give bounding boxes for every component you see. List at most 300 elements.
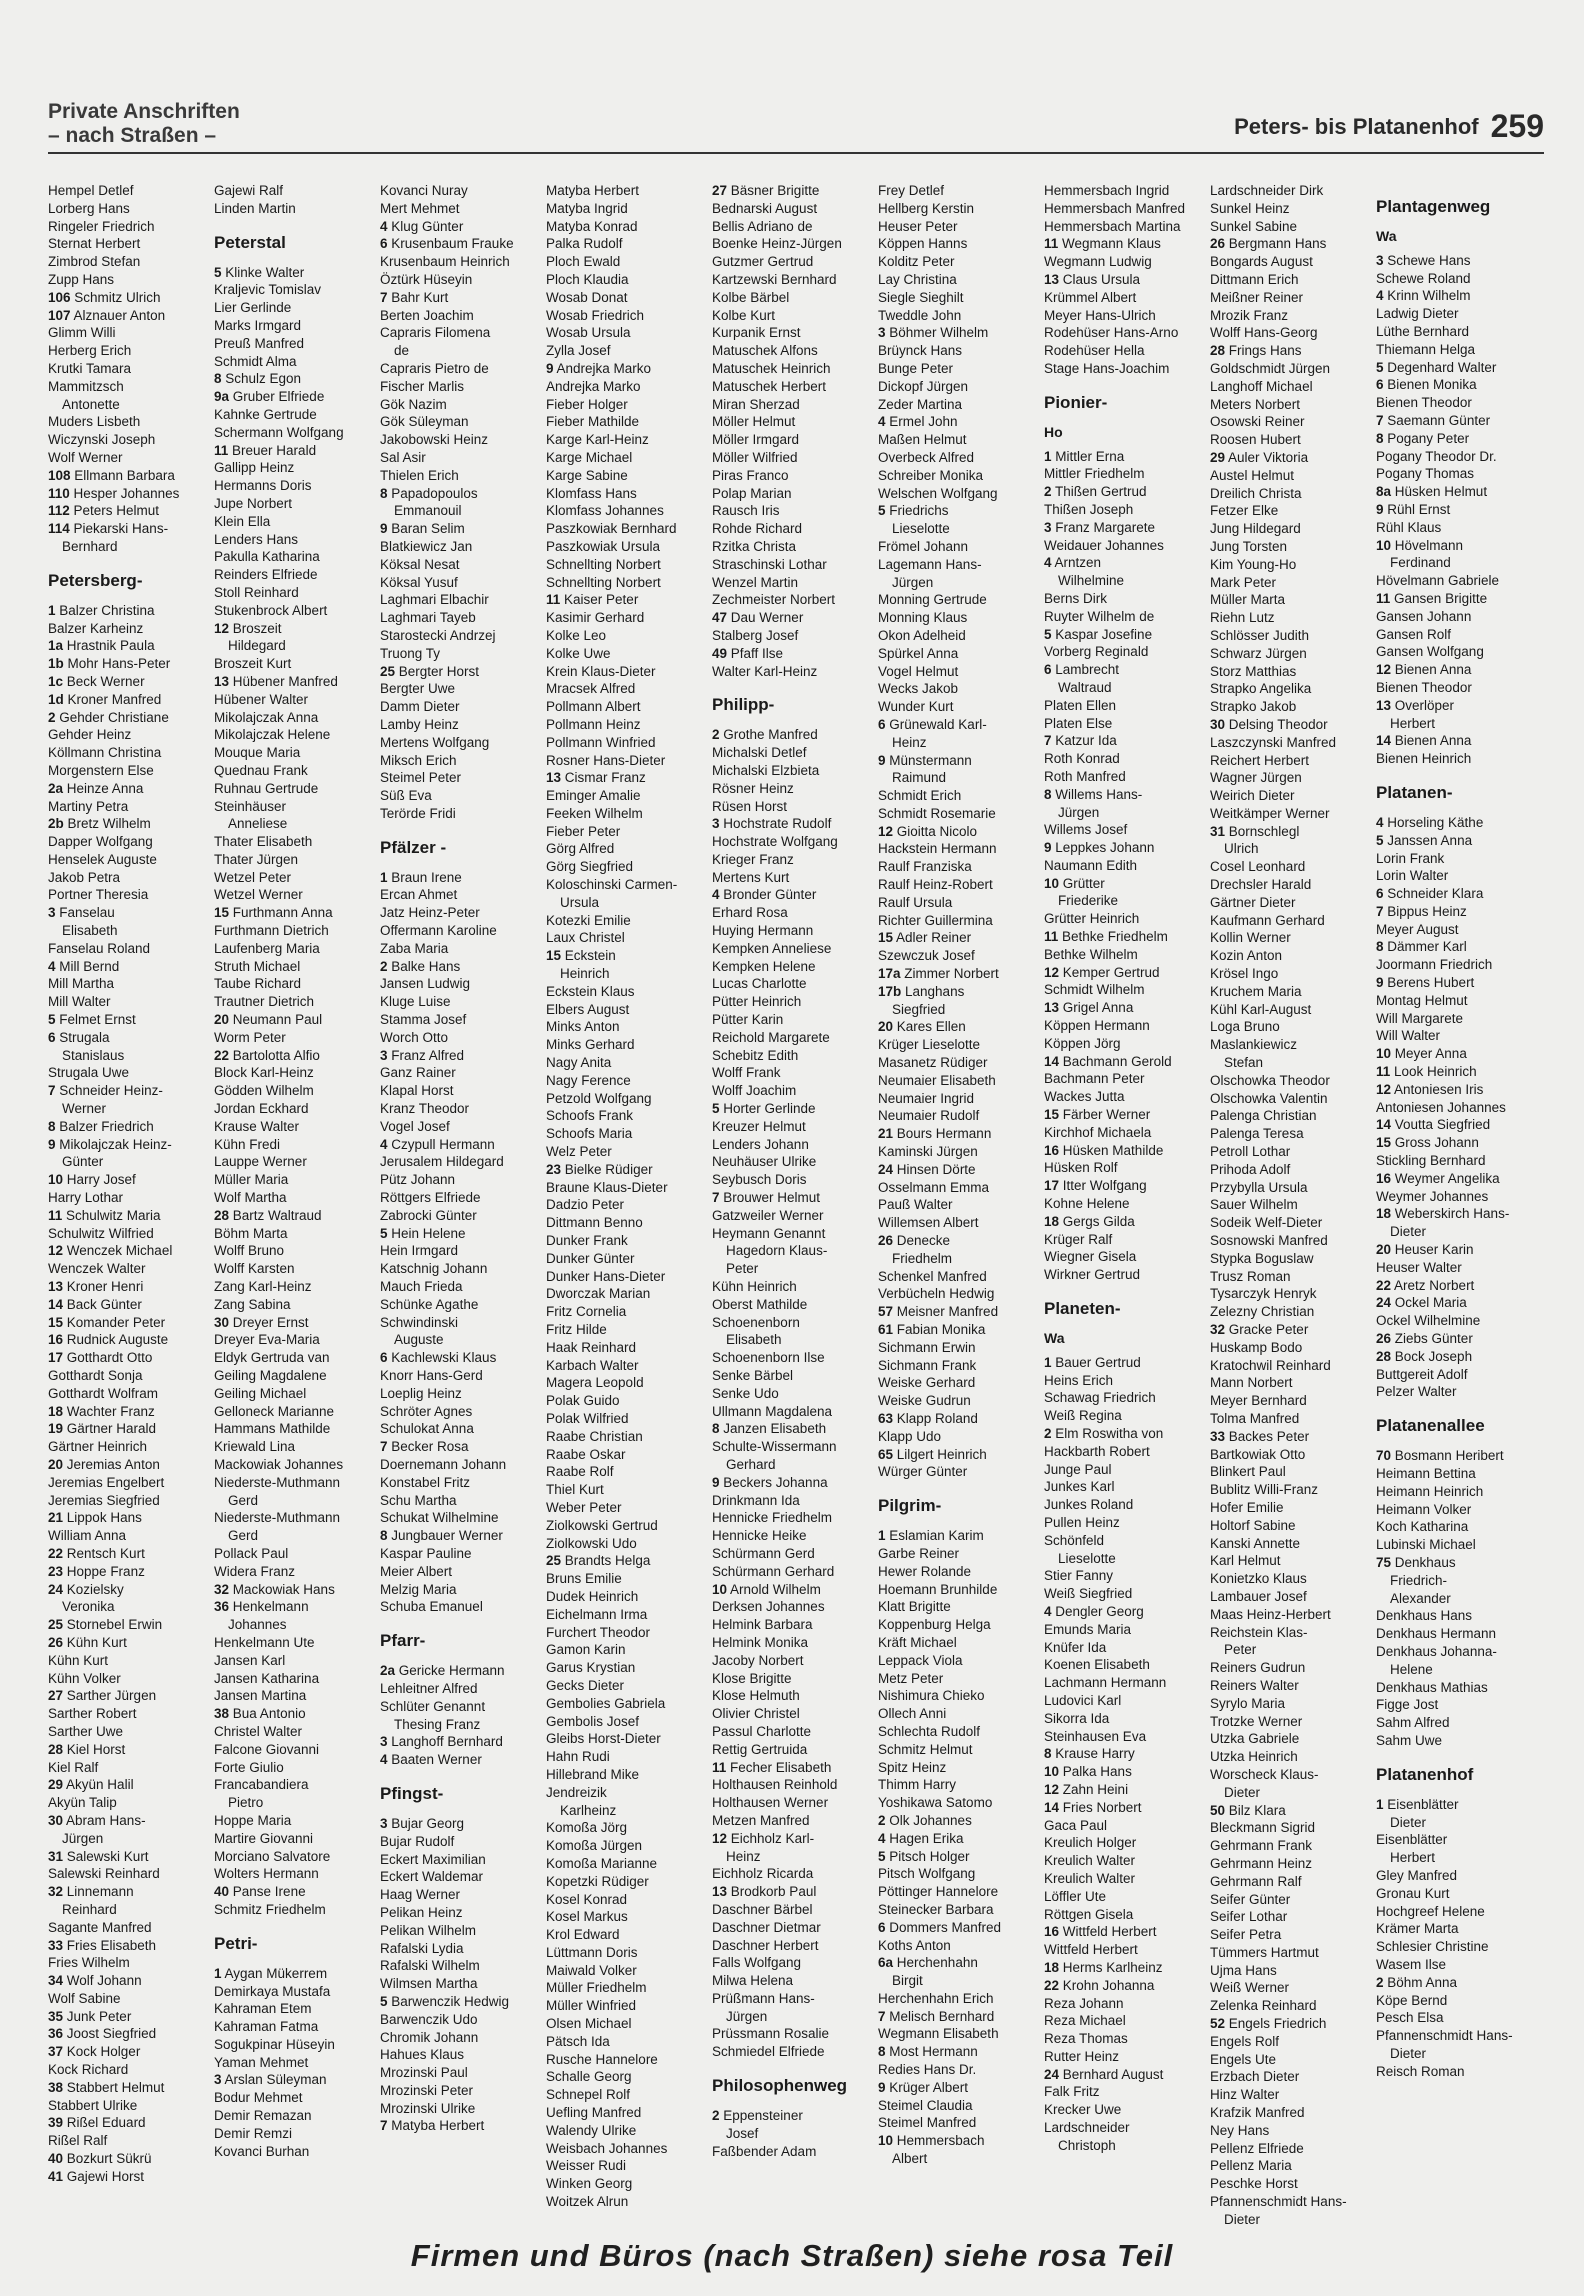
house-number: 4 [48,958,56,974]
entry-line: Gansen Johann [1376,608,1472,624]
entry-line: Weiske Gudrun [878,1393,971,1409]
entry-line: Kanski Annette [1210,1535,1301,1551]
entry-line: Pollack Paul [214,1545,289,1561]
entry-line: 5 Hein Helene [380,1225,466,1241]
entry-line: Miran Sherzad [712,396,800,412]
entry-line: Steimel Manfred [878,2115,977,2131]
entry-line: Thater Jürgen [214,851,299,867]
entry-line: 5 Klinke Walter [214,264,305,280]
entry-line: Demir Remazan [214,2108,312,2124]
entry-line: Stamma Josef [380,1012,467,1028]
entry-line: Krümmel Albert [1044,289,1137,305]
entry-line: 9 Beckers Johanna [712,1474,828,1490]
entry-line: Bartkowiak Otto [1210,1446,1306,1462]
entry-line: Prüssmann Rosalie [712,2026,830,2042]
entry-line: Mrozinski Peter [380,2082,474,2098]
house-number: 27 [48,1688,64,1704]
entry-line: 3 Schewe Hans [1376,252,1471,268]
entry-line: Helmink Barbara [712,1617,813,1633]
entry-line: Hackbarth Robert [1044,1443,1150,1459]
entry-line: Tysarczyk Henryk [1210,1286,1317,1302]
entry-line: 39 Rißel Eduard [48,2115,146,2131]
house-number: 36 [48,2026,64,2042]
house-number: 33 [48,1937,64,1953]
entry-line: Müller Friedhelm [546,1980,647,1996]
entry-line: Klomfass Johannes [546,503,664,519]
entry-continuation: Herbert [1390,1850,1436,1866]
house-number: 3 [48,905,56,921]
entry-line: Tweddle John [878,307,962,323]
entry-continuation: Antonette [62,396,120,412]
entry-line: Rühl Klaus [1376,519,1442,535]
house-number: 47 [712,610,728,626]
house-number: 14 [1044,1799,1060,1815]
house-number: 35 [48,2008,64,2024]
house-number: 17a [878,966,901,982]
entry-continuation: Heinz [726,1848,761,1864]
entry-continuation: Emmanouil [394,503,462,519]
entry-line: 9 Münstermann [878,752,972,768]
entry-line: Rausch Iris [712,503,780,519]
entry-line: 24 Bernhard August [1044,2066,1164,2082]
entry-line: 12 Broszeit [214,620,282,636]
entry-line: Kosel Markus [546,1909,628,1925]
entry-line: Schnellting Norbert [546,556,661,572]
entry-line: Schalle Georg [546,2069,632,2085]
house-number: 8 [878,2044,886,2060]
entry-continuation: Karlheinz [560,1802,617,1818]
house-number: 11 [1376,590,1391,606]
entry-line: Kreulich Walter [1044,1853,1136,1869]
house-number: 28 [214,1207,230,1223]
house-number: 5 [380,1993,388,2009]
house-number: 70 [1376,1448,1392,1464]
house-number: 4 [1044,1603,1052,1619]
entry-line: Koppenburg Helga [878,1617,991,1633]
entry-line: Kempken Anneliese [712,940,832,956]
entry-continuation: Jürgen [726,2008,768,2024]
entry-line: Helmink Monika [712,1634,809,1650]
house-number: 3 [712,816,720,832]
entry-line: Gärtner Dieter [1210,894,1296,910]
entry-line: Hoppe Maria [214,1812,292,1828]
footer-note: Firmen und Büros (nach Straßen) siehe rosa Teil [410,2238,1174,2273]
entry-line: 28 Bock Joseph [1376,1348,1473,1364]
entry-line: Will Walter [1376,1028,1440,1044]
entry-line: Klatt Brigitte [878,1599,951,1615]
entry-line: Boenke Heinz-Jürgen [712,236,842,252]
entry-line: Heimann Bettina [1376,1466,1476,1481]
entry-line: Michalski Elzbieta [712,762,820,778]
entry-line: 13 Claus Ursula [1044,271,1141,287]
entry-line: Pellenz Elfriede [1210,2140,1304,2156]
entry-line: Hüsken Rolf [1044,1160,1118,1176]
house-number: 25 [380,663,396,679]
entry-line: 1 Eisenblätter [1376,1796,1459,1812]
entry-line: Steinhausen Eva [1044,1728,1147,1744]
entry-line: 7 Bippus Heinz [1376,903,1467,919]
entry-line: Schreiber Monika [878,467,984,483]
entry-line: 12 Gioitta Nicolo [878,823,978,839]
entry-line: Matyba Ingrid [546,200,628,216]
entry-line: Sternat Herbert [48,236,141,252]
entry-line: 16 Hüsken Mathilde [1044,1142,1164,1158]
entry-line: Pelikan Wilhelm [380,1922,477,1938]
entry-line: Stoll Reinhard [214,584,299,600]
entry-line: Worm Peter [214,1029,286,1045]
entry-line: Wunder Kurt [878,699,954,715]
house-number: 3 [1376,252,1384,268]
entry-line: Gleibs Horst-Dieter [546,1731,661,1747]
entry-line: Trautner Dietrich [214,994,315,1010]
entry-line: 9 Mikolajczak Heinz- [48,1136,172,1152]
entry-line: Thater Elisabeth [214,834,313,850]
entry-line: Pitsch Wolfgang [878,1866,976,1882]
entry-line: Ujma Hans [1210,1962,1277,1978]
entry-line: Ollech Anni [878,1706,947,1722]
entry-line: Holthausen Werner [712,1795,829,1811]
house-number: 2 [878,1812,886,1828]
entry-line: Nagy Ference [546,1072,631,1088]
entry-line: Frey Detlef [878,183,945,198]
entry-line: 17b Langhans [878,983,965,999]
entry-line: 8 Balzer Friedrich [48,1118,154,1134]
entry-line: Garbe Reiner [878,1545,960,1561]
entry-line: 20 Jeremias Anton [48,1456,160,1472]
entry-line: Mark Peter [1210,574,1277,590]
entry-line: Kim Young-Ho [1210,556,1297,572]
entry-line: 18 Herms Karlheinz [1044,1959,1163,1975]
entry-line: Senke Udo [712,1385,779,1401]
house-number: 1 [48,602,56,618]
entry-line: Steimel Claudia [878,2097,973,2113]
entry-line: Seifer Lothar [1210,1909,1288,1925]
entry-line: Schmidt Wilhelm [1044,982,1145,998]
house-number: 28 [1210,343,1226,359]
directory-column [380,182,540,2135]
entry-line: Stabbert Ulrike [48,2097,138,2113]
entry-line: Sosnowski Manfred [1210,1233,1328,1249]
house-number: 2 [1376,1974,1384,1990]
entry-line: Röttgen Gisela [1044,1906,1134,1922]
house-number: 10 [1376,537,1392,553]
entry-line: 11 Gansen Brigitte [1376,590,1488,606]
house-number: 13 [1044,271,1060,287]
entry-line: Bublitz Willi-Franz [1210,1482,1319,1498]
entry-line: Wolff Hans-Georg [1210,325,1318,341]
entry-line: Magera Leopold [546,1375,644,1391]
entry-line: Schermann Wolfgang [214,424,344,440]
entry-line: 11 Look Heinrich [1376,1064,1477,1080]
entry-line: Klapal Horst [380,1083,454,1099]
entry-line: Eichelmann Irma [546,1606,648,1622]
entry-line: 4 Bronder Günter [712,887,817,903]
house-number: 19 [48,1421,64,1437]
entry-line: Maiwald Volker [546,1962,637,1978]
entry-line: Kahnke Gertrude [214,406,317,422]
entry-line: Neumaier Rudolf [878,1108,980,1124]
entry-continuation: Friedhelm [892,1250,953,1266]
entry-line: Kopetzki Rüdiger [546,1873,649,1889]
house-number: 15 [1044,1107,1060,1123]
entry-line: Weiß Siegfried [1044,1586,1133,1602]
entry-line: Zabrocki Günter [380,1207,477,1223]
entry-line: Gelloneck Marianne [214,1403,335,1419]
entry-line: Cosel Leonhard [1210,859,1306,875]
entry-line: Fieber Holger [546,396,628,412]
entry-line: Kolditz Peter [878,254,955,270]
entry-line: Hein Irmgard [380,1243,459,1259]
entry-line: Stier Fanny [1044,1568,1114,1584]
entry-line: Zimbrod Stefan [48,254,141,270]
entry-line: Wackes Jutta [1044,1089,1125,1105]
house-number: 30 [48,1812,64,1828]
entry-line: 7 Katzur Ida [1044,733,1117,749]
entry-line: Rusche Hannelore [546,2051,658,2067]
entry-line: Bethke Wilhelm [1044,946,1138,962]
entry-line: Damm Dieter [380,699,460,715]
house-number: 18 [1044,1959,1060,1975]
entry-line: Knüfer Ida [1044,1639,1107,1655]
entry-continuation: Elisabeth [726,1332,782,1348]
entry-line: Hemmersbach Martina [1044,218,1181,234]
entry-line: Pütter Karin [712,1012,784,1028]
entry-line: Dunker Frank [546,1233,628,1249]
entry-line: Schlesier Christine [1376,1939,1489,1955]
house-number: 26 [1376,1331,1392,1347]
house-number: 26 [1210,236,1226,252]
entry-line: 18 Wachter Franz [48,1403,155,1419]
house-number: 25 [48,1617,64,1633]
entry-line: 12 Zahn Heini [1044,1781,1129,1797]
entry-line: 41 Gajewi Horst [48,2168,145,2184]
entry-line: Balzer Karheinz [48,620,144,636]
entry-line: Kahraman Etem [214,2001,312,2017]
house-number: 20 [1376,1242,1392,1258]
house-number: 2 [712,2108,720,2124]
entry-line: Olschowka Valentin [1210,1090,1328,1106]
entry-line: 17a Zimmer Norbert [878,966,999,982]
entry-line: Fries Wilhelm [48,1955,130,1971]
entry-line: Brüynck Hans [878,343,963,359]
street-heading: Pfarr- [380,1631,426,1651]
entry-continuation: Hagedorn Klaus- [726,1243,828,1259]
entry-line: 7 Melisch Bernhard [878,2008,995,2024]
entry-line: Schmidt Rosemarie [878,805,996,821]
entry-line: Reichert Herbert [1210,752,1310,768]
entry-line: 15 Gross Johann [1376,1135,1479,1151]
entry-line: 20 Heuser Karin [1376,1242,1474,1258]
entry-line: Reisch Roman [1376,2063,1465,2079]
house-number: 4 [1376,288,1384,304]
entry-line: Jansen Katharina [214,1670,320,1686]
entry-continuation: Auguste [394,1332,444,1348]
house-number: 13 [712,1884,728,1900]
entry-line: Zelezny Christian [1210,1304,1315,1320]
entry-line: Wolters Hermann [214,1866,319,1882]
entry-line: Lay Christina [878,271,957,287]
entry-line: Raabe Rolf [546,1464,614,1480]
entry-line: Olsen Michael [546,2016,632,2032]
street-heading: Plantagenweg [1376,197,1491,216]
house-number: 6 [380,236,388,252]
entry-line: Reichold Margarete [712,1029,830,1045]
entry-line: Steinecker Barbara [878,1901,994,1917]
entry-line: Müller Maria [214,1172,289,1188]
entry-line: 26 Ziebs Günter [1376,1331,1473,1347]
entry-line: Gehrmann Heinz [1210,1855,1313,1871]
entry-line: Wecks Jakob [878,681,959,697]
entry-line: Katschnig Johann [380,1261,488,1277]
directory-column [878,182,1038,2168]
entry-continuation: Jürgen [892,574,934,590]
entry-line: Fritz Cornelia [546,1304,627,1320]
entry-line: Richter Guillermina [878,912,993,928]
house-number: 12 [1376,1081,1392,1097]
entry-line: Daschner Herbert [712,1937,819,1953]
entry-line: Schürmann Gerd [712,1545,815,1561]
entry-line: Krecker Uwe [1044,2102,1122,2118]
entry-line: 4 Czypull Hermann [380,1136,495,1152]
house-number: 3 [380,1815,388,1831]
entry-line: Wosab Ursula [546,325,631,341]
entry-line: Jansen Karl [214,1652,286,1668]
entry-line: Sichmann Frank [878,1357,977,1373]
entry-line: Pütz Johann [380,1172,456,1188]
house-number: 3 [878,325,886,341]
entry-line: Nagy Anita [546,1055,612,1071]
entry-line: Martiny Petra [48,798,129,814]
entry-line: Koenen Elisabeth [1044,1657,1150,1673]
entry-line: Marks Irmgard [214,317,302,333]
entry-line: 50 Bilz Klara [1210,1802,1286,1818]
entry-line: Schulwitz Wilfried [48,1225,154,1241]
entry-line: 10 Palka Hans [1044,1764,1132,1780]
entry-line: Hinz Walter [1210,2087,1280,2103]
entry-line: Möller Wilfried [712,449,798,465]
street-heading: Platanen- [1376,782,1453,802]
entry-line: Rösner Heinz [712,780,794,796]
entry-line: Tolma Manfred [1210,1410,1300,1426]
entry-line: Müller Marta [1210,592,1286,608]
entry-line: Löffler Ute [1044,1888,1107,1904]
entry-line: Eldyk Gertruda van [214,1350,330,1366]
entry-line: Wetzel Werner [214,887,303,903]
house-number: 57 [878,1304,894,1320]
house-number: 11 [214,442,229,458]
entry-line: Huskamp Bodo [1210,1339,1303,1355]
entry-line: 49 Pfaff Ilse [712,645,784,661]
house-number: 24 [48,1581,64,1597]
entry-line: 36 Joost Siegfried [48,2026,157,2042]
house-number: 1d [48,691,64,707]
entry-line: Wenzel Martin [712,574,799,590]
entry-line: Kriewald Lina [214,1439,296,1455]
house-number: 16 [48,1332,64,1348]
entry-line: Walter Karl-Heinz [712,663,818,679]
entry-line: Salewski Reinhard [48,1866,160,1882]
entry-line: Zupp Hans [48,271,115,287]
entry-line: Heymann Genannt [712,1225,826,1241]
entry-line: Lorberg Hans [48,200,130,216]
entry-line: Mrozik Franz [1210,307,1289,323]
entry-continuation: Peter [726,1261,759,1277]
directory-column [1044,182,1204,2155]
entry-line: Holthausen Reinhold [712,1777,838,1793]
entry-line: Lenders Hans [214,531,299,547]
house-number: 41 [48,2168,64,2184]
entry-line: 1 Aygan Mükerrem [214,1965,328,1981]
entry-line: 32 Gracke Peter [1210,1322,1309,1337]
house-number: 2 [1044,484,1052,500]
entry-line: Kohne Helene [1044,1196,1130,1212]
entry-line: Przybylla Ursula [1210,1179,1308,1195]
entry-line: Petzold Wolfgang [546,1090,652,1106]
entry-line: 9 Leppkes Johann [1044,840,1155,856]
entry-line: 6 Lambrecht [1044,662,1120,678]
entry-line: Müller Winfried [546,1998,637,2014]
entry-line: Fieber Peter [546,823,621,839]
entry-line: 47 Dau Werner [712,610,804,626]
entry-line: Köppen Jörg [1044,1035,1121,1051]
entry-line: 29 Akyün Halil [48,1777,134,1793]
entry-line: Weiß Regina [1044,1408,1122,1424]
entry-line: 24 Ockel Maria [1376,1295,1467,1311]
entry-line: 7 Saemann Günter [1376,412,1491,428]
entry-line: 5 Kaspar Josefine [1044,626,1153,642]
entry-line: Wolff Bruno [214,1243,285,1259]
entry-line: Krüger Lieselotte [878,1037,981,1053]
entry-line: Haag Werner [380,1887,461,1903]
entry-line: Komoßa Jürgen [546,1838,643,1854]
house-number: 11 [546,592,561,608]
entry-continuation: Dieter [1390,1224,1427,1240]
header-title-line2: – nach Straßen – [48,124,217,147]
entry-line: Köppen Hanns [878,236,968,252]
entry-line: Fetzer Elke [1210,503,1279,519]
entry-line: Schewe Roland [1376,270,1471,286]
entry-line: Szewczuk Josef [878,948,975,964]
entry-line: 2 Olk Johannes [878,1812,972,1828]
district-label: Wa [1376,228,1397,244]
entry-line: Mittler Friedhelm [1044,466,1145,482]
entry-line: Kreulich Walter [1044,1870,1136,1886]
house-number: 12 [712,1830,728,1846]
entry-continuation: Gerhard [726,1456,776,1472]
entry-line: Osselmann Emma [878,1179,990,1195]
entry-line: Drechsler Harald [1210,877,1312,893]
house-number: 3 [214,2072,222,2088]
entry-line: 2 Böhm Anna [1376,1974,1458,1990]
entry-line: 8 Krause Harry [1044,1746,1135,1762]
house-number: 30 [214,1314,230,1330]
entry-line: Lüthe Bernhard [1376,323,1470,339]
house-number: 1b [48,656,64,672]
entry-line: Köksal Yusuf [380,574,458,590]
entry-line: Wiczynski Joseph [48,432,156,448]
entry-line: Lorin Walter [1376,868,1449,884]
house-number: 75 [1376,1554,1392,1570]
entry-line: 3 Fanselau [48,905,115,921]
entry-line: Trusz Roman [1210,1268,1291,1284]
house-number: 28 [1376,1348,1392,1364]
house-number: 8 [1376,430,1384,446]
entry-line: Köksal Nesat [380,556,460,572]
entry-line: Siegle Sieghilt [878,289,964,305]
entry-line: Hewer Rolande [878,1563,972,1579]
entry-line: Montag Helmut [1376,992,1468,1008]
house-number: 37 [48,2044,64,2060]
